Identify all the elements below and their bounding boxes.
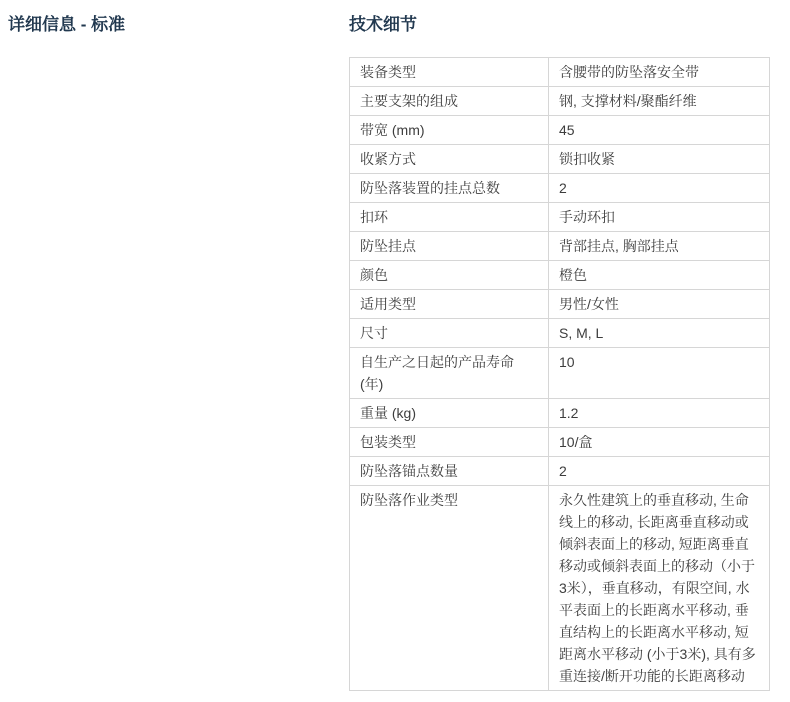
spec-label: 防坠落装置的挂点总数	[350, 174, 549, 203]
table-row	[350, 174, 770, 203]
table-row	[350, 457, 770, 486]
table-row	[350, 428, 770, 457]
spec-label: 防坠落锚点数量	[350, 457, 549, 486]
spec-value: 1.2	[549, 399, 770, 428]
spec-value: 含腰带的防坠落安全带	[549, 58, 770, 87]
spec-value: 10	[549, 348, 770, 399]
spec-value: 背部挂点, 胸部挂点	[549, 232, 770, 261]
spec-value: 橙色	[549, 261, 770, 290]
spec-value: 2	[549, 174, 770, 203]
table-row	[350, 87, 770, 116]
table-row	[350, 348, 770, 399]
table-row	[350, 116, 770, 145]
table-row	[350, 399, 770, 428]
details-standard-pane	[0, 14, 349, 36]
spec-label: 自生产之日起的产品寿命 (年)	[350, 348, 549, 399]
table-row	[350, 319, 770, 348]
table-row	[350, 261, 770, 290]
spec-table	[349, 57, 770, 691]
spec-value: S, M, L	[549, 319, 770, 348]
spec-label: 重量 (kg)	[350, 399, 549, 428]
spec-label: 主要支架的组成	[350, 87, 549, 116]
table-row	[350, 145, 770, 174]
table-row	[350, 203, 770, 232]
spec-value: 钢, 支撑材料/聚酯纤维	[549, 87, 770, 116]
spec-value: 2	[549, 457, 770, 486]
section-heading-technical-details: 技术细节	[349, 15, 417, 34]
section-heading-details-standard: 详细信息 - 标准	[8, 15, 126, 34]
spec-label: 尺寸	[350, 319, 549, 348]
spec-label: 扣环	[350, 203, 549, 232]
table-row	[350, 232, 770, 261]
spec-label: 颜色	[350, 261, 549, 290]
spec-table-body	[350, 58, 770, 691]
spec-label: 防坠挂点	[350, 232, 549, 261]
spec-label: 收紧方式	[350, 145, 549, 174]
spec-value: 锁扣收紧	[549, 145, 770, 174]
table-row	[350, 58, 770, 87]
spec-value: 10/盒	[549, 428, 770, 457]
table-row	[350, 486, 770, 691]
spec-label: 带宽 (mm)	[350, 116, 549, 145]
spec-value: 永久性建筑上的垂直移动, 生命线上的移动, 长距离垂直移动或倾斜表面上的移动, 短距离垂直移动或倾斜表面上的移动（小于3米），垂直移动，有限空间, 水平表面上的长距离水平移动, 垂直结构上的长距离水平移动, 短距离水平移动 (小于3米), 具有多重连接/断开功能的长距离移动	[549, 486, 770, 691]
spec-value: 手动环扣	[549, 203, 770, 232]
spec-label: 包装类型	[350, 428, 549, 457]
spec-label: 适用类型	[350, 290, 549, 319]
spec-value: 45	[549, 116, 770, 145]
spec-label: 防坠落作业类型	[350, 486, 549, 691]
spec-value: 男性/女性	[549, 290, 770, 319]
spec-label: 装备类型	[350, 58, 549, 87]
technical-details-pane	[349, 14, 770, 691]
table-row	[350, 290, 770, 319]
